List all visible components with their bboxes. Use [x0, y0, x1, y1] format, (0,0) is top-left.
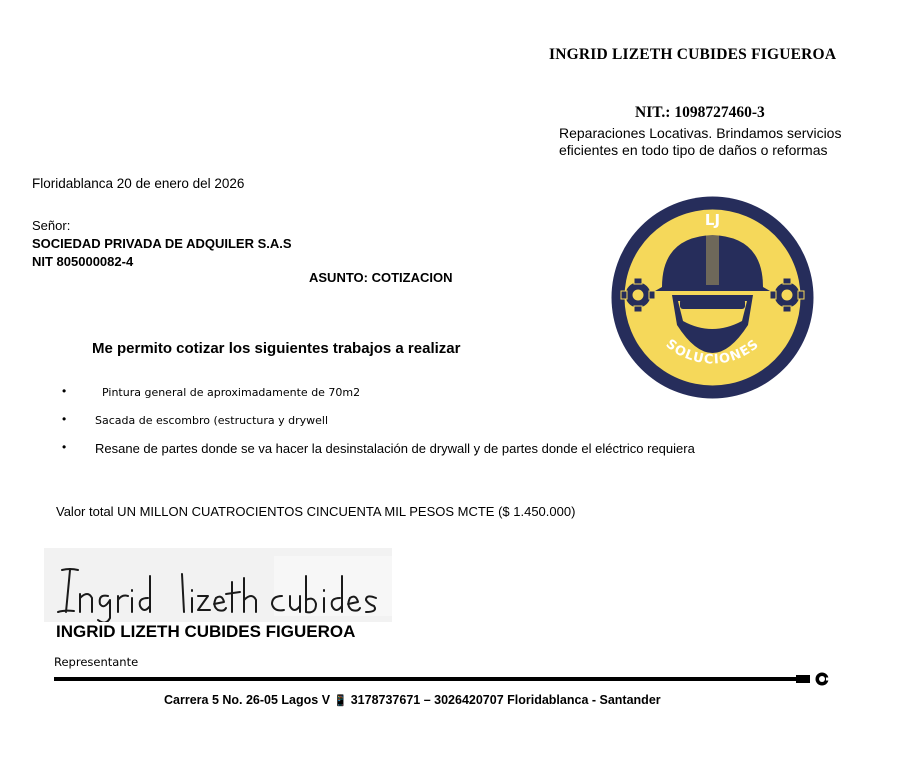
lj-soluciones-logo	[610, 195, 815, 400]
client-name: SOCIEDAD PRIVADA DE ADQUILER S.A.S	[32, 236, 292, 251]
company-tagline: Reparaciones Locativas. Brindamos servicios eficientes en todo tipo de daños o reformas	[559, 125, 842, 158]
client-nit: NIT 805000082-4	[32, 254, 134, 269]
footer-phones: 3178737671 – 3026420707 Floridablanca - Santander	[350, 693, 661, 707]
work-item: Sacada de escombro (estructura y drywell	[95, 414, 329, 427]
work-item: Pintura general de aproximadamente de 70m2	[102, 386, 361, 399]
intro-text: Me permito cotizar los siguientes trabajos a realizar	[92, 340, 461, 357]
bullet-glyph: •	[62, 384, 67, 398]
footer-address	[164, 693, 661, 707]
handwritten-signature	[44, 548, 392, 622]
work-item: Resane de partes donde se va hacer la desinstalación de drywall y de partes donde el eléctrico requiera	[95, 441, 695, 456]
signer-role: Representante	[54, 655, 139, 669]
logo-top-text: LJ	[704, 211, 721, 229]
company-nit: NIT.: 1098727460-3	[635, 104, 765, 121]
signer-name: INGRID LIZETH CUBIDES FIGUEROA	[56, 622, 356, 641]
greeting: Señor:	[32, 218, 71, 233]
wrench-icon	[816, 673, 834, 686]
footer-address-text: Carrera 5 No. 26-05 Lagos V	[164, 693, 331, 707]
footer-divider	[54, 672, 834, 686]
phone-icon: 📱	[333, 695, 348, 707]
bullet-glyph: •	[62, 440, 67, 454]
logo-bottom-text: SOLUCIONES	[662, 336, 763, 368]
city-date: Floridablanca 20 de enero del 2026	[32, 176, 245, 191]
total-value: Valor total UN MILLON CUATROCIENTOS CINCUENTA MIL PESOS MCTE ($ 1.450.000)	[56, 504, 576, 519]
bullet-glyph: •	[62, 412, 67, 426]
subject-line: ASUNTO: COTIZACION	[309, 270, 453, 285]
company-name: INGRID LIZETH CUBIDES FIGUEROA	[549, 46, 837, 63]
